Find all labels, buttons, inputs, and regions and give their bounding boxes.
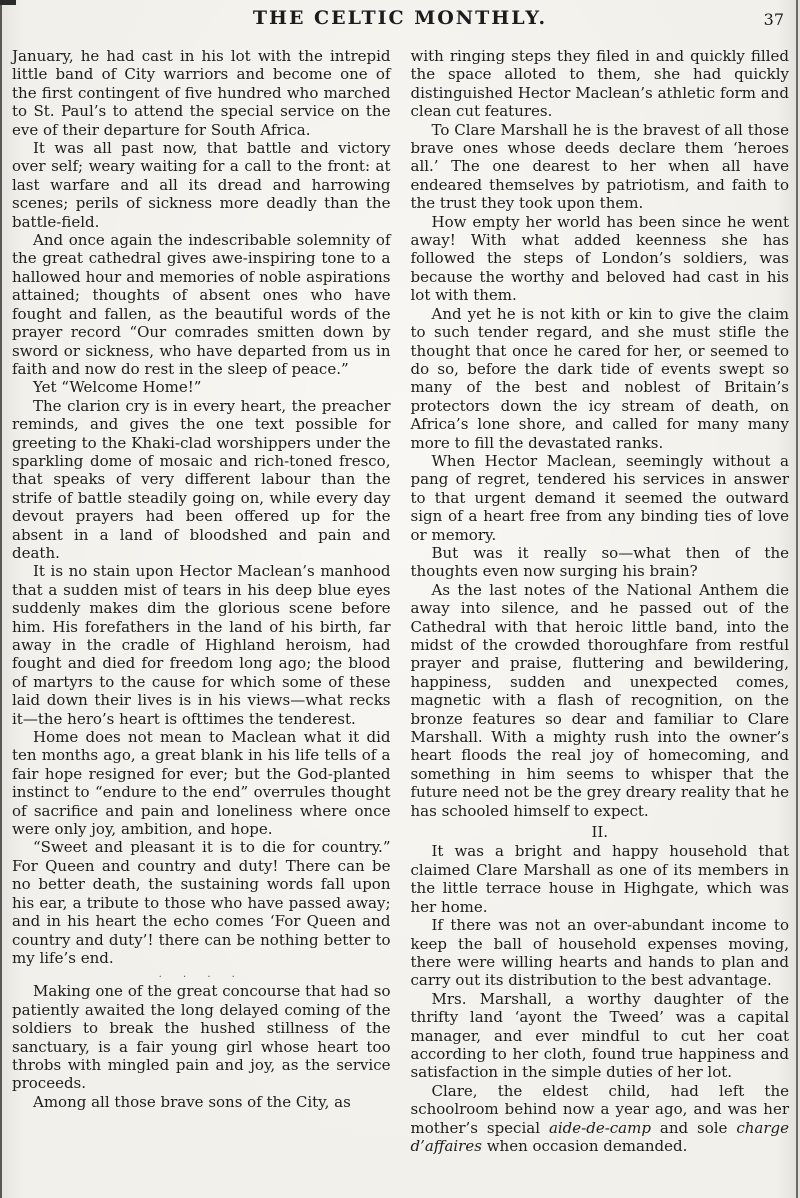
paragraph: It is no stain upon Hector Maclean’s manhood that a sudden mist of tears in his deep blue eyes suddenly makes dim the glorious scene before him. His forefathers in the land of his birth, far away in the cradle of Highland heroism, had fought and died for freedom long ago; the blood of martyrs to the cause for which some of these laid down their lives is in his views—what recks it—the hero’s heart is ofttimes the tenderest.	[12, 562, 391, 728]
paragraph: The clarion cry is in every heart, the preacher reminds, and gives the one text possible for greeting to the Khaki-clad worshippers under the sparkling dome of mosaic and rich-toned fresco, that speaks of very different labour than the strife of battle steadily going on, while every day devout prayers had been offered up for the absent in a land of bloodshed and pain and death.	[12, 396, 391, 562]
page-number: 37	[763, 10, 784, 29]
paragraph: And yet he is not kith or kin to give the claim to such tender regard, and she must stifle the thought that once he cared for her, or seemed to do so, before the dark tide of events swept so many of the best and noblest of Britain’s protectors down the icy stream of death, on Africa’s lone shore, and called for many many more to fill the devastated ranks.	[410, 304, 789, 452]
page-header	[0, 0, 800, 41]
left-column	[12, 47, 391, 1155]
scan-edge-left	[0, 0, 2, 1198]
paragraph: Mrs. Marshall, a worthy daughter of the thrifty land ‘ayont the Tweed’ was a capital manager, and ever mindful to cut her coat according to her cloth, found true happiness and satisfaction in the simple duties of her lot.	[410, 989, 789, 1082]
paragraph: But was it really so—what then of the thoughts even now surging his brain?	[410, 543, 789, 581]
paragraph: with ringing steps they filed in and quickly filled the space alloted to them, she had quickly distinguished Hector Maclean’s athletic form and clean cut features.	[410, 47, 789, 121]
scan-edge-right	[796, 0, 798, 1198]
paragraph: January, he had cast in his lot with the intrepid little band of City warriors and become one of the first contingent of five hundred who marched to St. Paul’s to attend the special service on the eve of their departure for South Africa.	[12, 47, 391, 139]
paragraph: Clare, the eldest child, had left the schoolroom behind now a year ago, and was her mother’s special aide-de-camp and sole charge d’affaires when occasion demanded.	[410, 1081, 790, 1155]
paragraph: If there was not an over-abundant income to keep the ball of household expenses moving, there were willing hearts and hands to plan and carry out its distribution to the best advantage.	[410, 916, 789, 990]
paragraph: And once again the indescribable solemnity of the great cathedral gives awe-inspiring tone to a hallowed hour and memories of noble aspirations attained; thoughts of absent ones who have fought and fallen, as the beautiful words of the prayer record “Our comrades smitten down by sword or sickness, who have departed from us in faith and now do rest in the sleep of peace.”	[12, 231, 391, 378]
paragraph: “Sweet and pleasant it is to die for country.” For Queen and country and duty! There can be no better death, the sustaining words fall upon his ear, a tribute to those who have passed away; and in his heart the echo comes ‘For Queen and country and duty’! there can be nothing better to my life’s end.	[12, 838, 391, 967]
paragraph: Yet “Welcome Home!”	[33, 378, 202, 397]
paragraph: Among all those brave sons of the City, as	[33, 1092, 351, 1111]
paragraph: It was all past now, that battle and victory over self; weary waiting for a call to the front: at last warfare and all its dread and harrowing scenes; perils of sickness more deadly than the battle-field.	[12, 139, 391, 231]
paragraph: As the last notes of the National Anthem die away into silence, and he passed out of the Cathedral with that heroic little band, into the midst of the crowded thoroughfare from restful prayer and praise, fluttering and bewildering, happiness, sudden and unexpected comes, magnetic with a flash of recognition, on the bronze features so dear and familiar to Clare Marshall. With a mighty rush into the owner’s heart floods the real joy of homecoming, and something in him seems to whisper that the future need not be the grey dreary reality that he has schooled himself to expect.	[410, 580, 789, 820]
page-body	[0, 41, 800, 1155]
paragraph: When Hector Maclean, seemingly without a pang of regret, tendered his services in answer to that urgent demand it seemed the outward sign of a heart free from any binding ties of love or memory.	[410, 451, 789, 544]
section-heading: II.	[591, 823, 609, 842]
paragraph: It was a bright and happy household that claimed Clare Marshall as one of its members in the little terrace house in Highgate, which was her home.	[410, 842, 789, 916]
section-separator: . . . .	[158, 969, 244, 981]
paragraph: Home does not mean to Maclean what it did ten months ago, a great blank in his life tells of a fair hope resigned for ever; but the God-planted instinct to “endure to the end” overrules thought of sacrifice and pain and loneliness where once were only joy, ambition, and hope.	[12, 728, 391, 839]
paragraph: To Clare Marshall he is the bravest of all those brave ones whose deeds declare them ‘heroes all.’ The one dearest to her when all have endeared themselves by patriotism, and faith to the trust they took upon them.	[410, 120, 789, 213]
paragraph: How empty her world has been since he went away! With what added keenness she has followed the steps of London’s soldiers, was because the worthy and beloved had cast in his lot with them.	[410, 212, 789, 305]
journal-title: THE CELTIC MONTHLY.	[252, 7, 548, 29]
right-column	[411, 47, 790, 1155]
paragraph: Making one of the great concourse that had so patiently awaited the long delayed coming of the soldiers to break the hushed stillness of the sanctuary, is a fair young girl whose heart too throbs with mingled pain and joy, as the service proceeds.	[12, 982, 391, 1093]
